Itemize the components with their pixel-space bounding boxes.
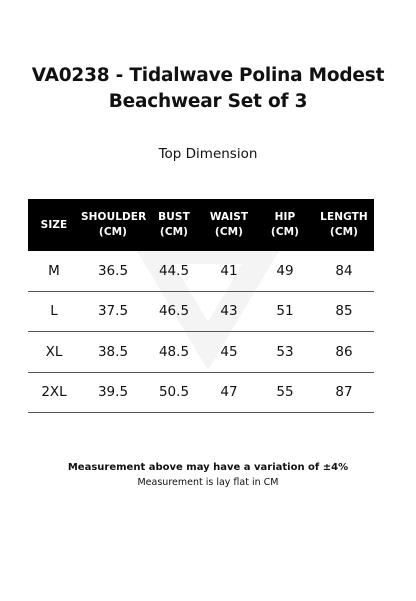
cell-waist: 45	[202, 332, 256, 373]
header-waist	[202, 199, 256, 251]
cell-length: 86	[314, 332, 374, 373]
header-bust-label: BUST	[158, 211, 190, 223]
cell-shoulder: 38.5	[80, 332, 146, 373]
header-hip-label: HIP	[274, 211, 296, 223]
header-hip-unit: (CM)	[270, 226, 300, 238]
header-hip	[256, 199, 314, 251]
cell-waist: 41	[202, 251, 256, 291]
title-line-2: Beachwear Set of 3	[108, 91, 308, 112]
title-line-1: VA0238 - Tidalwave Polina Modest	[31, 65, 385, 86]
cell-size: M	[28, 251, 80, 291]
header-bust	[146, 199, 202, 251]
header-bust-unit: (CM)	[159, 226, 189, 238]
table-row	[28, 251, 374, 291]
header-size	[28, 199, 80, 251]
header-shoulder-unit: (CM)	[98, 226, 128, 238]
header-length-unit: (CM)	[329, 226, 359, 238]
header-shoulder	[80, 199, 146, 251]
measurement-note: Measurement is lay flat in CM	[137, 477, 279, 488]
cell-hip: 53	[256, 332, 314, 373]
table-row	[28, 332, 374, 373]
page-title	[0, 63, 416, 115]
header-length	[314, 199, 374, 251]
variation-note: Measurement above may have a variation of ±4%	[67, 462, 349, 473]
table-row	[28, 372, 374, 413]
table-header-row	[28, 199, 374, 251]
cell-shoulder: 39.5	[80, 372, 146, 413]
cell-hip: 55	[256, 372, 314, 413]
cell-hip: 51	[256, 291, 314, 332]
cell-length: 85	[314, 291, 374, 332]
cell-shoulder: 37.5	[80, 291, 146, 332]
header-waist-label: WAIST	[209, 211, 249, 223]
cell-length: 87	[314, 372, 374, 413]
cell-bust: 50.5	[146, 372, 202, 413]
table-subtitle: Top Dimension	[158, 146, 258, 162]
cell-bust: 46.5	[146, 291, 202, 332]
cell-size: L	[28, 291, 80, 332]
cell-shoulder: 36.5	[80, 251, 146, 291]
cell-bust: 48.5	[146, 332, 202, 373]
cell-waist: 47	[202, 372, 256, 413]
cell-hip: 49	[256, 251, 314, 291]
cell-size: 2XL	[28, 372, 80, 413]
cell-bust: 44.5	[146, 251, 202, 291]
cell-length: 84	[314, 251, 374, 291]
cell-size: XL	[28, 332, 80, 373]
cell-waist: 43	[202, 291, 256, 332]
header-shoulder-label: SHOULDER	[81, 211, 147, 223]
size-chart-table	[28, 199, 374, 413]
table-row	[28, 291, 374, 332]
header-size-label: SIZE	[40, 218, 68, 231]
header-waist-unit: (CM)	[214, 226, 244, 238]
header-length-label: LENGTH	[320, 211, 368, 223]
